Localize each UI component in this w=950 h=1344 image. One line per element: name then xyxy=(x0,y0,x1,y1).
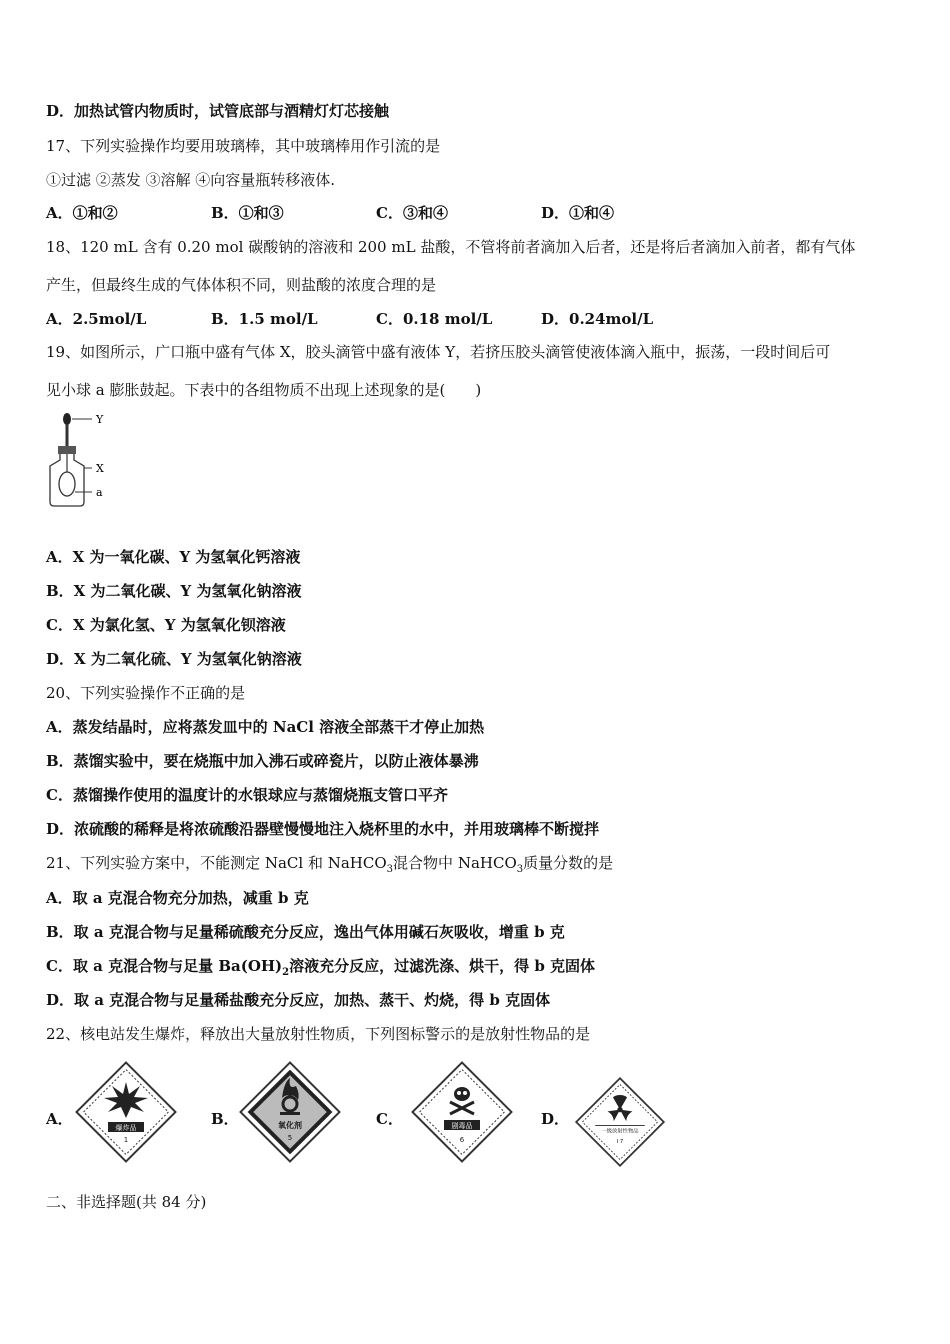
label-a: a xyxy=(96,486,103,499)
sign-b-number: 5 xyxy=(287,1134,293,1142)
q18-stem-line2: 产生，但最终生成的气体体积不同，则盐酸的浓度合理的是 xyxy=(46,276,437,294)
flask-stopper xyxy=(58,446,76,454)
dropper-bulb xyxy=(63,413,71,425)
q17-option-a: A．①和② xyxy=(46,204,118,222)
q18-option-d: D．0.24mol/L xyxy=(541,310,654,328)
q22-label-a: A． xyxy=(46,1110,73,1128)
q22-label-b: B． xyxy=(211,1110,239,1128)
q22-label-c: C． xyxy=(376,1110,403,1128)
explosive-sign-icon xyxy=(74,1060,178,1164)
label-y: Y xyxy=(96,413,104,426)
q21-stem-part3: 质量分数的是 xyxy=(523,854,614,872)
label-x: X xyxy=(96,462,104,475)
q21-stem-subscript2: 3 xyxy=(516,864,524,875)
q21-option-c-part1: C．取 a 克混合物与足量 Ba(OH) xyxy=(46,957,283,975)
q21-stem-subscript1: 3 xyxy=(386,864,394,875)
sign-c-label: 剧毒品 xyxy=(451,1122,473,1130)
sign-b-label: 氧化剂 xyxy=(278,1121,302,1130)
q20-option-a: A．蒸发结晶时，应将蒸发皿中的 NaCl 溶液全部蒸干才停止加热 xyxy=(46,718,485,736)
q20-option-d: D．浓硫酸的稀释是将浓硫酸沿器壁慢慢地注入烧杯里的水中，并用玻璃棒不断搅拌 xyxy=(46,820,600,838)
q19-option-c: C．X 为氯化氢、Y 为氢氧化钡溶液 xyxy=(46,616,286,634)
q18-option-c: C．0.18 mol/L xyxy=(376,310,493,328)
balloon-a xyxy=(59,472,75,496)
q21-stem-part1: 21、下列实验方案中，不能测定 NaCl 和 NaHCO xyxy=(46,854,387,872)
q20-option-b: B．蒸馏实验中，要在烧瓶中加入沸石或碎瓷片，以防止液体暴沸 xyxy=(46,752,479,770)
q21-option-b: B．取 a 克混合物与足量稀硫酸充分反应，逸出气体用碱石灰吸收，增重 b 克 xyxy=(46,923,565,941)
q21-option-c-part2: 溶液充分反应，过滤洗涤、烘干，得 b 克固体 xyxy=(289,957,596,975)
q21-option-c xyxy=(46,956,595,983)
q21-stem xyxy=(46,853,613,880)
q19-option-d: D．X 为二氧化硫、Y 为氢氧化钠溶液 xyxy=(46,650,302,668)
q19-stem-line2: 见小球 a 膨胀鼓起。下表中的各组物质不出现上述现象的是( ) xyxy=(46,381,482,399)
q19-option-b: B．X 为二氧化碳、Y 为氢氧化钠溶液 xyxy=(46,582,302,600)
q19-stem-line1: 19、如图所示，广口瓶中盛有气体 X，胶头滴管中盛有液体 Y，若挤压胶头滴管使液体滴入瓶中，振荡，一段时间后可 xyxy=(46,343,831,361)
sign-a-label: 爆炸品 xyxy=(115,1124,137,1132)
section-title: 二、非选择题(共 84 分) xyxy=(46,1193,207,1211)
q20-stem: 20、下列实验操作不正确的是 xyxy=(46,684,246,702)
q17-option-d: D．①和④ xyxy=(541,204,615,222)
q21-option-d: D．取 a 克混合物与足量稀盐酸充分反应，加热、蒸干、灼烧，得 b 克固体 xyxy=(46,991,551,1009)
oxidizer-sign-icon xyxy=(238,1060,342,1164)
q18-stem-line1: 18、120 mL 含有 0.20 mol 碳酸钠的溶液和 200 mL 盐酸，不管将前者滴加入后者，还是将后者滴加入前者，都有气体 xyxy=(46,238,856,256)
q22-label-d: D． xyxy=(541,1110,570,1128)
flask-dropper-diagram xyxy=(44,410,134,510)
sign-d-number: I 7 xyxy=(616,1139,624,1146)
q17-items: ①过滤 ②蒸发 ③溶解 ④向容量瓶转移液体. xyxy=(46,171,336,189)
q18-option-b: B．1.5 mol/L xyxy=(211,310,318,328)
q17-stem: 17、下列实验操作均要用玻璃棒，其中玻璃棒用作引流的是 xyxy=(46,137,441,155)
hazard-symbols-row xyxy=(46,1060,746,1170)
radioactive-sign-icon xyxy=(574,1076,666,1168)
q19-option-a: A．X 为一氧化碳、Y 为氢氧化钙溶液 xyxy=(46,548,301,566)
q21-stem-part2: 混合物中 NaHCO xyxy=(393,854,517,872)
q22-stem: 22、核电站发生爆炸，释放出大量放射性物质，下列图标警示的是放射性物品的是 xyxy=(46,1025,591,1043)
q16-option-d: D．加热试管内物质时，试管底部与酒精灯灯芯接触 xyxy=(46,102,390,120)
q18-option-a: A．2.5mol/L xyxy=(46,310,147,328)
sign-d-label: 一级放射性物品 xyxy=(601,1128,639,1135)
dropper-tube xyxy=(66,424,69,448)
sign-c-number: 6 xyxy=(459,1136,465,1144)
q20-option-c: C．蒸馏操作使用的温度计的水银球应与蒸馏烧瓶支管口平齐 xyxy=(46,786,448,804)
q17-option-c: C．③和④ xyxy=(376,204,448,222)
sign-a-number: 1 xyxy=(123,1136,129,1144)
toxic-sign-icon xyxy=(410,1060,514,1164)
q17-option-b: B．①和③ xyxy=(211,204,284,222)
q21-option-c-subscript: 2 xyxy=(282,967,290,978)
q21-option-a: A．取 a 克混合物充分加热，减重 b 克 xyxy=(46,889,309,907)
